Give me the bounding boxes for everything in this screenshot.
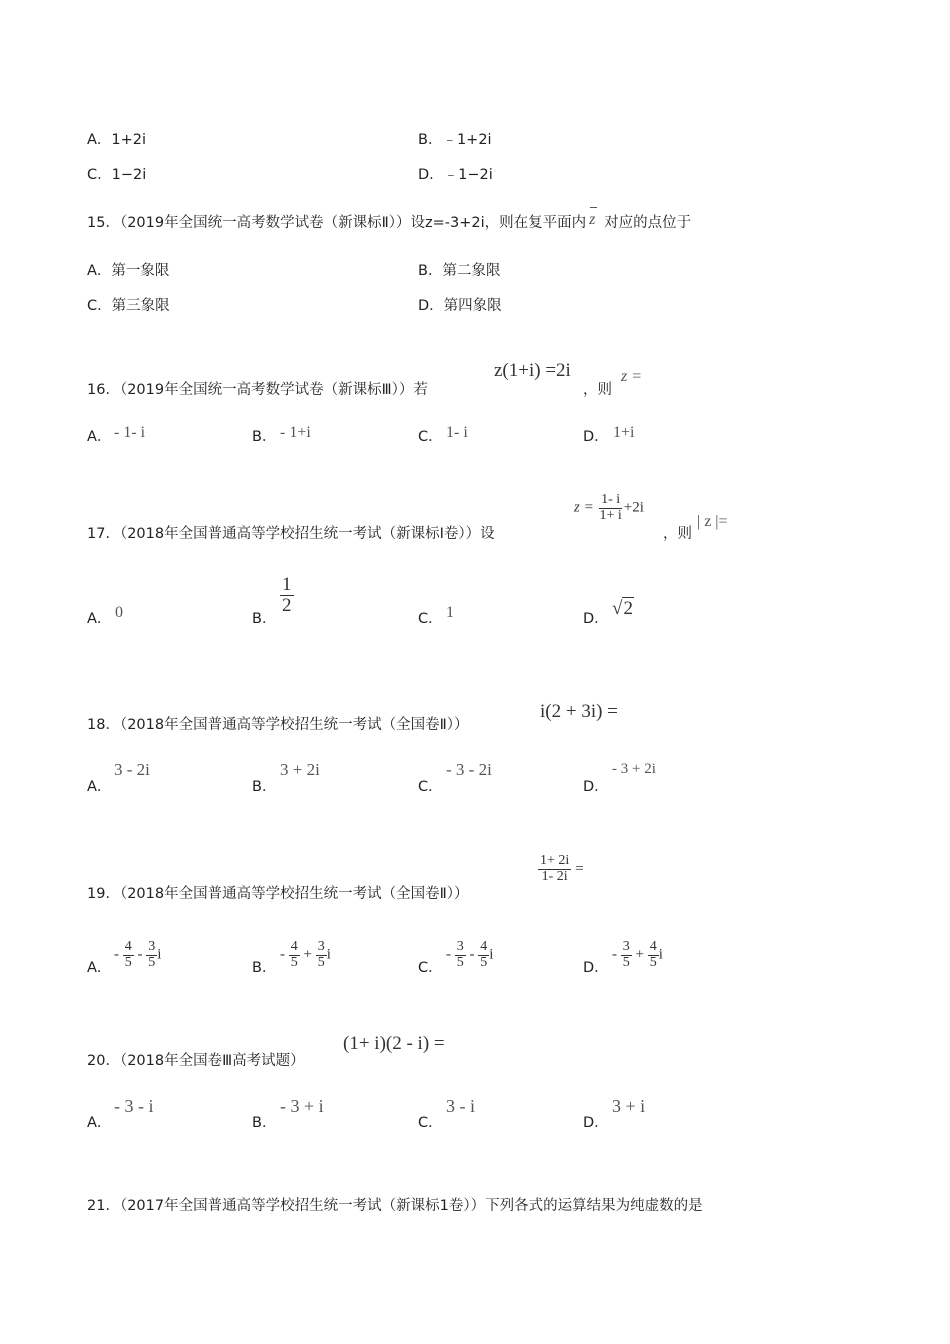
q18-formula: i(2 + 3i) =: [540, 701, 618, 722]
q21-stem: 21．（2017年全国普通高等学校招生统一考试（新课标1卷））下列各式的运算结果为纯虚数的是: [87, 1198, 703, 1214]
q16-label-d: D．: [583, 429, 609, 445]
q19-option-a: - $\frac{4}{5}$ - $\frac{3}{5}$ i: [114, 939, 162, 970]
q17-stem: 17．（2018年全国普通高等学校招生统一考试（新课标I卷））设: [87, 526, 495, 542]
q20-option-b: - 3 + i: [280, 1096, 324, 1116]
q19-option-c: - $\frac{3}{5}$ - $\frac{4}{5}$ i: [446, 939, 494, 970]
q14-option-d: D．﹣1−2i: [418, 167, 493, 183]
q18-option-c: - 3 - 2i: [446, 760, 492, 779]
q17-option-d-arg: 2: [623, 598, 633, 619]
q15-stem-math: z=-3+2i，则在复平面内: [425, 215, 587, 231]
q16-stem: 16．（2019年全国统一高考数学试卷（新课标Ⅲ））若: [87, 382, 428, 398]
q14-option-c: C．1−2i: [87, 167, 147, 183]
q18-label-c: C．: [418, 779, 443, 795]
q20-option-d: 3 + i: [612, 1096, 646, 1116]
q17-label-c: C．: [418, 611, 443, 627]
q18-label-a: A．: [87, 779, 112, 795]
q17-option-b: [280, 575, 294, 616]
q19-option-d: - $\frac{3}{5}$ + $\frac{4}{5}$ i: [612, 939, 663, 970]
q17-z-eq: z =: [574, 499, 594, 516]
q17-formula: [574, 493, 644, 523]
q19-stem: 19．（2018年全国普通高等学校招生统一考试（全国卷Ⅱ））: [87, 886, 469, 902]
sqrt-icon: √: [612, 598, 623, 619]
q20-stem: 20．（2018年全国卷Ⅲ高考试题）: [87, 1053, 305, 1069]
q19-label-c: C．: [418, 960, 443, 976]
q18-label-d: D．: [583, 779, 609, 795]
q17-numerator: 1- i: [601, 492, 621, 507]
q20-label-b: B．: [252, 1115, 277, 1131]
q15-stem: 15．（2019年全国统一高考数学试卷（新课标Ⅱ））设z=-3+2i，则在复平面内 z 对应的点位于: [87, 211, 691, 232]
q15-option-b: B．第二象限: [418, 263, 501, 279]
q18-option-a: 3 - 2i: [114, 760, 150, 779]
q16-formula: z(1+i) =2i: [494, 360, 571, 381]
q17-label-d: D．: [583, 611, 609, 627]
q15-option-c: C．第三象限: [87, 298, 170, 314]
q17-tail: ，则: [663, 526, 692, 542]
q16-option-d: 1+i: [613, 424, 635, 441]
q18-option-b: 3 + 2i: [280, 760, 320, 779]
q19-equals: =: [575, 860, 584, 877]
q16-option-b: - 1+i: [280, 424, 311, 441]
q17-plus-term: +2i: [623, 499, 644, 516]
q17-label-a: A．: [87, 611, 112, 627]
q14-option-a: A．1+2i: [87, 132, 147, 148]
q17-option-b-num: 1: [282, 574, 292, 595]
q17-option-b-den: 2: [282, 594, 292, 616]
q16-label-b: B．: [252, 429, 277, 445]
q17-denominator: 1+ i: [599, 507, 622, 523]
q17-option-c: 1: [446, 604, 454, 621]
q19-numerator: 1+ 2i: [540, 853, 570, 868]
q17-fraction: [597, 493, 623, 523]
q18-label-b: B．: [252, 779, 277, 795]
q20-option-a: - 3 - i: [114, 1096, 154, 1116]
q20-label-c: C．: [418, 1115, 443, 1131]
q19-option-b: - $\frac{4}{5}$ + $\frac{3}{5}$ i: [280, 939, 331, 970]
q14-option-b: B．﹣1+2i: [418, 132, 492, 148]
q20-option-c: 3 - i: [446, 1096, 475, 1116]
q18-stem: 18．（2018年全国普通高等学校招生统一考试（全国卷Ⅱ））: [87, 717, 469, 733]
q16-option-a: - 1- i: [114, 424, 146, 441]
q15-option-d: D．第四象限: [418, 298, 502, 314]
q16-label-a: A．: [87, 429, 112, 445]
q16-tail: ，则: [583, 382, 612, 398]
q19-formula: [538, 854, 584, 884]
q17-abs: | z |=: [697, 513, 728, 530]
q19-label-d: D．: [583, 960, 609, 976]
q15-stem-text: 15．（2019年全国统一高考数学试卷（新课标Ⅱ））设: [87, 215, 425, 231]
q15-stem-tail: 对应的点位于: [604, 215, 692, 231]
q16-label-c: C．: [418, 429, 443, 445]
q17-label-b: B．: [252, 611, 277, 627]
q17-option-d: [612, 598, 634, 620]
q19-denominator: 1- 2i: [541, 868, 568, 884]
q16-rhs: z =: [621, 368, 643, 385]
q18-option-d: - 3 + 2i: [612, 761, 656, 777]
q19-label-b: B．: [252, 960, 277, 976]
q20-label-a: A．: [87, 1115, 112, 1131]
q20-label-d: D．: [583, 1115, 609, 1131]
q17-option-a: 0: [115, 604, 123, 621]
q19-label-a: A．: [87, 960, 112, 976]
q19-fraction: [538, 854, 571, 884]
q15-option-a: A．第一象限: [87, 263, 170, 279]
q16-option-c: 1- i: [446, 424, 468, 441]
q20-formula: (1+ i)(2 - i) =: [343, 1033, 445, 1054]
